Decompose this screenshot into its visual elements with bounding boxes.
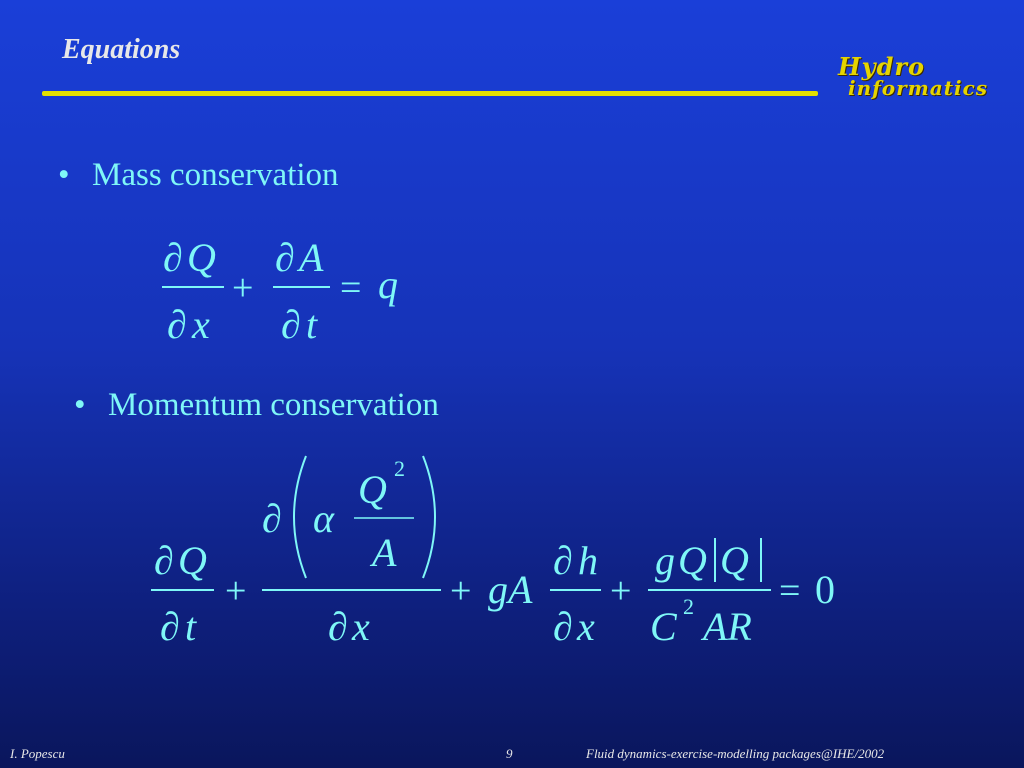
mom-partial-5: ∂: [553, 538, 573, 583]
mom-abs-q: Q: [720, 538, 749, 583]
mom-t1-num-q: Q: [178, 538, 207, 583]
mom-left-paren: [294, 456, 306, 578]
mom-alpha: α: [313, 496, 334, 541]
mass-plus: +: [232, 267, 254, 309]
mom-zero: 0: [815, 567, 835, 612]
mom-t3-den-x: x: [577, 604, 595, 649]
mom-t1-den-t: t: [185, 604, 197, 649]
bullet-icon: •: [74, 387, 86, 423]
mom-q-2: Q: [678, 538, 707, 583]
mass-partial-2: ∂: [167, 302, 187, 347]
mass-den-x: x: [192, 302, 210, 347]
mom-ga: gA: [488, 567, 533, 612]
mom-a: A: [372, 530, 397, 575]
mom-partial-1: ∂: [154, 538, 174, 583]
mom-partial-3: ∂: [262, 496, 282, 541]
mom-partial-6: ∂: [553, 604, 573, 649]
mass-rhs-q: q: [378, 262, 398, 307]
mass-den-t: t: [306, 302, 318, 347]
mom-partial-2: ∂: [160, 604, 180, 649]
mom-plus-1: +: [225, 570, 247, 612]
mom-ar: AR: [703, 604, 752, 649]
mass-equals: =: [340, 267, 362, 309]
footer-page-number: 9: [506, 746, 513, 761]
mom-h: h: [578, 538, 598, 583]
mom-right-paren: [423, 456, 435, 578]
mass-num-a: A: [299, 235, 324, 280]
mom-t2-den-x: x: [352, 604, 370, 649]
mom-c: C: [650, 604, 677, 649]
footer-author: I. Popescu: [10, 746, 65, 761]
logo-line-hydro: Hydro: [838, 52, 926, 81]
bullet-text: Momentum conservation: [108, 387, 439, 423]
footer-course: Fluid dynamics-exercise-modelling packages@IHE/2002: [586, 746, 885, 761]
bullet-icon: •: [58, 157, 70, 193]
bullet-text: Mass conservation: [92, 157, 339, 193]
mom-q-squared: 2: [394, 456, 405, 481]
mom-g: g: [655, 538, 675, 583]
mom-plus-3: +: [610, 570, 632, 612]
mass-partial-1: ∂: [163, 235, 183, 280]
mass-num-q: Q: [187, 235, 216, 280]
mass-partial-4: ∂: [281, 302, 301, 347]
logo-line-informatics: informatics: [848, 76, 989, 100]
mom-partial-4: ∂: [328, 604, 348, 649]
mass-partial-3: ∂: [275, 235, 295, 280]
slide-title: Equations: [62, 34, 181, 65]
mom-c-squared: 2: [683, 594, 694, 619]
mom-plus-2: +: [450, 570, 472, 612]
mom-equals: =: [779, 570, 801, 612]
mom-q: Q: [358, 467, 387, 512]
